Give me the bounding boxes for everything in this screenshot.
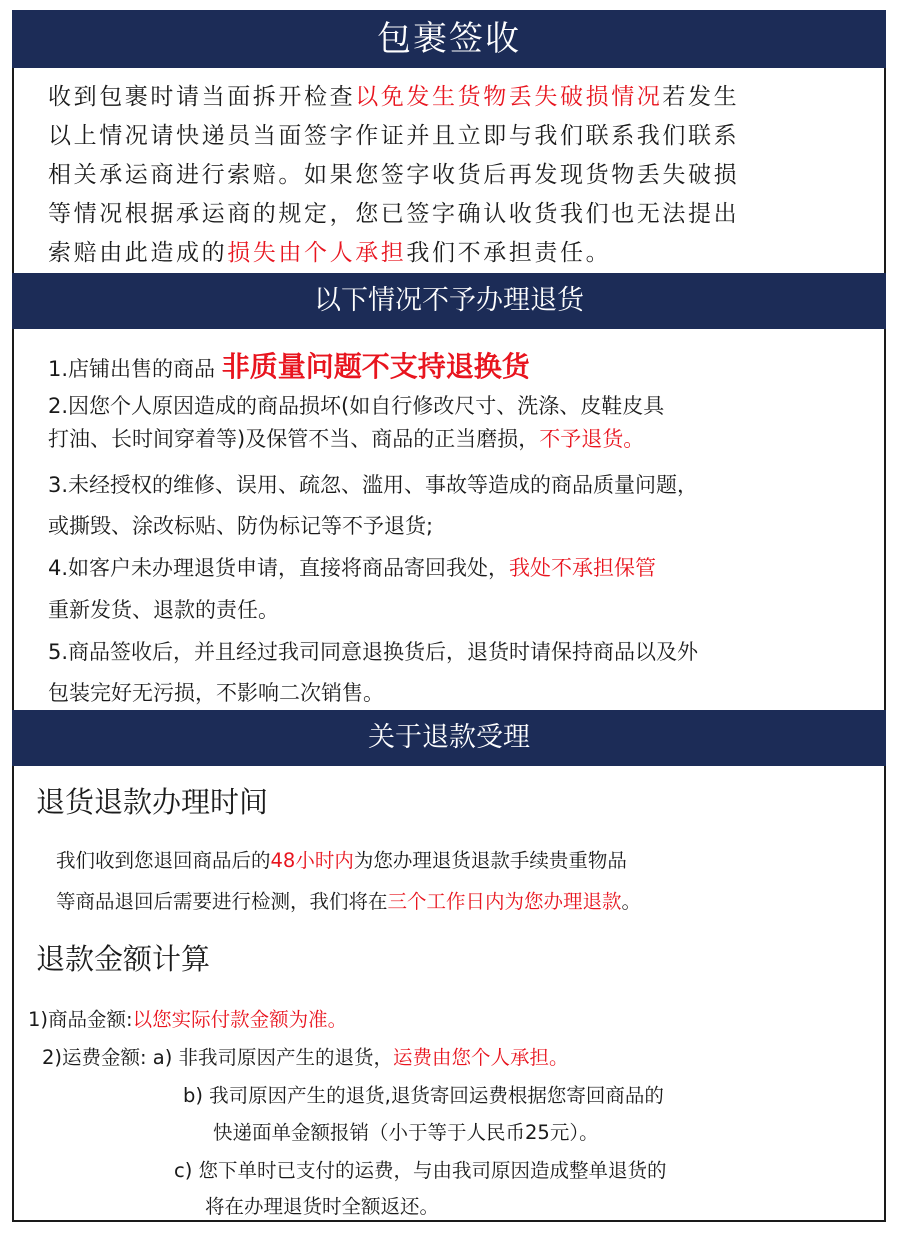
refund-time-line-1 bbox=[56, 845, 627, 873]
refund-time-line-2 bbox=[56, 886, 641, 914]
refund-text: 。 bbox=[621, 890, 642, 913]
refund-calc-heading: 退款金额计算 bbox=[36, 942, 211, 976]
refund-calc-item-1 bbox=[28, 1004, 347, 1032]
refund-text: 我们收到您退回商品后的 bbox=[56, 849, 271, 872]
refund-calc-item-2-c-line-1: c) 您下单时已支付的运费，与由我司原因造成整单退货的 bbox=[174, 1159, 667, 1182]
item-text: 4.如客户未办理退货申请，直接将商品寄回我处， bbox=[48, 556, 510, 580]
receipt-line-5 bbox=[48, 234, 611, 267]
refund-calc-item-2-c-line-2: 将在办理退货时全额返还。 bbox=[205, 1195, 440, 1218]
receipt-text: 若发生 bbox=[662, 84, 740, 110]
no-return-item-1 bbox=[48, 345, 530, 385]
refund-calc-item-2-a bbox=[42, 1042, 569, 1070]
item-text: 打油、长时间穿着等)及保管不当、商品的正当磨损， bbox=[48, 427, 540, 451]
item-highlight: 非质量问题不支持退换货 bbox=[221, 350, 530, 383]
no-return-item-5-line-2: 包装完好无污损，不影响二次销售。 bbox=[48, 681, 384, 705]
refund-calc-item-2-b-line-1: b) 我司原因产生的退货,退货寄回运费根据您寄回商品的 bbox=[183, 1084, 664, 1107]
receipt-highlight: 以免发生货物丢失破损情况 bbox=[355, 84, 663, 110]
refund-text: 等商品退回后需要进行检测，我们将在 bbox=[56, 890, 388, 913]
receipt-line-2: 以上情况请快递员当面签字作证并且立即与我们联系我们联系 bbox=[48, 123, 740, 149]
receipt-text: 收到包裹时请当面拆开检查 bbox=[48, 84, 356, 110]
receipt-highlight: 损失由个人承担 bbox=[227, 240, 407, 266]
section-header-no-return: 以下情况不予办理退货 bbox=[12, 273, 886, 329]
item-text: 1.店铺出售的商品 bbox=[48, 357, 216, 381]
refund-time-heading: 退货退款办理时间 bbox=[36, 785, 269, 819]
calc-text: 2)运费金额: a) 非我司原因产生的退货， bbox=[42, 1046, 394, 1069]
receipt-text: 我们不承担责任。 bbox=[406, 240, 612, 266]
calc-text: 1)商品金额: bbox=[28, 1008, 133, 1031]
section-header-refund: 关于退款受理 bbox=[12, 710, 886, 766]
refund-text: 为您办理退货退款手续贵重物品 bbox=[353, 849, 627, 872]
no-return-item-2-line-2 bbox=[48, 423, 644, 453]
item-highlight: 不予退货。 bbox=[539, 427, 645, 451]
receipt-text: 索赔由此造成的 bbox=[48, 240, 228, 266]
no-return-item-3-line-2: 或撕毁、涂改标贴、防伪标记等不予退货; bbox=[48, 514, 434, 538]
item-highlight: 我处不承担保管 bbox=[509, 556, 657, 580]
no-return-item-4-line-1 bbox=[48, 552, 656, 582]
section-header-receipt: 包裹签收 bbox=[12, 10, 886, 68]
no-return-item-2-line-1: 2.因您个人原因造成的商品损坏(如自行修改尺寸、洗涤、皮鞋皮具 bbox=[48, 394, 665, 418]
receipt-line-4: 等情况根据承运商的规定，您已签字确认收货我们也无法提出 bbox=[48, 201, 740, 227]
calc-highlight: 运费由您个人承担。 bbox=[393, 1046, 569, 1069]
no-return-item-5-line-1: 5.商品签收后，并且经过我司同意退换货后，退货时请保持商品以及外 bbox=[48, 640, 699, 664]
receipt-line-3: 相关承运商进行索赔。如果您签字收货后再发现货物丢失破损 bbox=[48, 162, 740, 188]
calc-highlight: 以您实际付款金额为准。 bbox=[132, 1008, 348, 1031]
refund-calc-item-2-b-line-2: 快递面单金额报销（小于等于人民币25元）。 bbox=[213, 1121, 599, 1144]
no-return-item-4-line-2: 重新发货、退款的责任。 bbox=[48, 598, 279, 622]
receipt-line-1 bbox=[48, 78, 739, 111]
refund-highlight: 三个工作日内为您办理退款 bbox=[387, 890, 622, 913]
no-return-item-3-line-1: 3.未经授权的维修、误用、疏忽、滥用、事故等造成的商品质量问题， bbox=[48, 473, 699, 497]
refund-highlight: 48小时内 bbox=[270, 849, 354, 872]
